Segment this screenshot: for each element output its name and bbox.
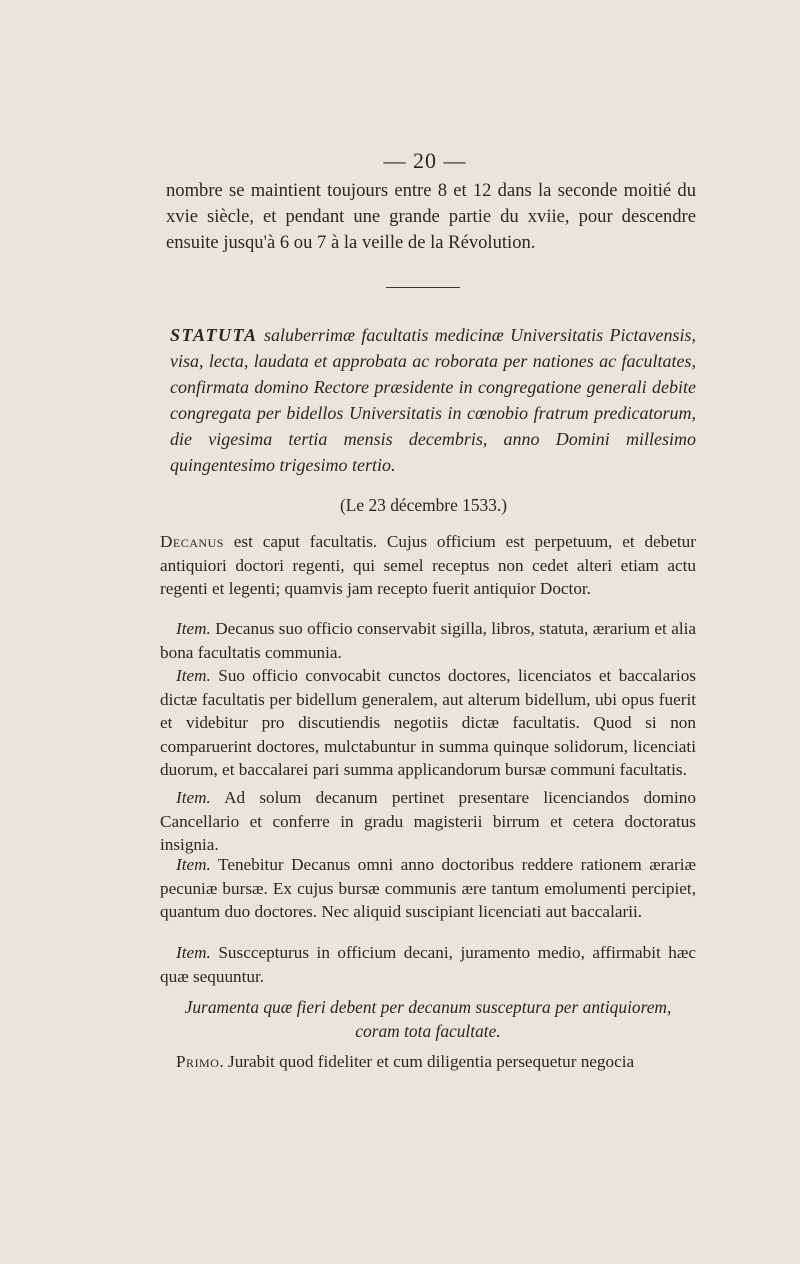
paragraph-item-4	[160, 853, 696, 924]
item-label: Item.	[176, 855, 211, 874]
paragraph-text: est caput facultatis. Cujus officium est perpetuum, et debetur antiquiori doctori regenti, qui semel receptus non cedet alteri etiam actu regenti et legenti; quamvis jam recepto fuerit antiquior Doctor.	[160, 532, 696, 598]
paragraph-item-3	[160, 786, 696, 857]
paragraph-primo	[160, 1050, 696, 1074]
juramenta-heading	[160, 996, 696, 1043]
statuta-description: saluberrimæ facultatis medicinæ Universitatis Pictavensis, visa, lecta, laudata et approbata ac roborata per nationes ac facultates, confirmata domino Rectore præsidente in congregatione generali debite congregata per bidellos Universitatis in cœnobio fratrum predicatorum, die vigesima tertia mensis decembris, anno Domini millesimo quingentesimo trigesimo tertio.	[170, 325, 697, 475]
decanus-lead: Decanus	[160, 532, 224, 551]
paragraph-text: Decanus suo officio conservabit sigilla, libros, statuta, ærarium et alia bona facultatis communia.	[160, 619, 696, 662]
paragraph-item-5	[160, 941, 696, 988]
intro-paragraph: nombre se maintient toujours entre 8 et 12 dans la seconde moitié du xvie siècle, et pendant une grande partie du xviie, pour descendre ensuite jusqu'à 6 ou 7 à la veille de la Révolution.	[166, 180, 696, 253]
item-label: Item.	[176, 943, 211, 962]
juramenta-heading-line-2: coram tota facultate.	[355, 1020, 501, 1041]
paragraph-text: . Jurabit quod fideliter et cum diligentia persequetur negocia	[219, 1052, 635, 1071]
page-number: — 20 —	[383, 148, 467, 173]
paragraph-text: Tenebitur Decanus omni anno doctoribus reddere rationem ærariæ pecuniæ bursæ. Ex cujus bursæ communis ære tantum emolumenti percipiet, quantum duo doctores. Nec aliquid suscipiant licenciati aut baccalarii.	[160, 855, 696, 921]
statuta-heading	[170, 322, 696, 478]
paragraph-text: Suo officio convocabit cunctos doctores, licenciatos et baccalarios dictæ facultatis per bidellum generalem, aut alterum bidellum, ubi opus fuerit et videbitur pro discutiendis negotiis dictæ facultatis. Quod si non comparuerint doctores, mulctabuntur in summa quinque solidorum, licenciati duorum, et baccalarei pari summa applicandorum bursæ communi facultatis.	[160, 666, 696, 779]
section-divider	[386, 287, 460, 288]
item-label: Item.	[176, 619, 211, 638]
juramenta-heading-line-1: Juramenta quæ fieri debent per decanum susceptura per antiquiorem,	[184, 997, 672, 1017]
item-label: Item.	[176, 788, 211, 807]
paragraph-text: Ad solum decanum pertinet presentare licenciandos domino Cancellario et conferre in gradu magisterii birrum et cetera doctoratus insignia.	[160, 788, 696, 854]
paragraph-item-2	[160, 664, 696, 782]
paragraph-text: Susccepturus in officium decani, juramento medio, affirmabit hæc quæ sequuntur.	[160, 943, 696, 986]
primo-lead: Primo	[176, 1052, 220, 1071]
paragraph-item-1	[160, 617, 696, 664]
date-line: (Le 23 décembre 1533.)	[340, 495, 508, 515]
statuta-caps: STATUTA	[170, 325, 258, 345]
item-label: Item.	[176, 666, 211, 685]
paragraph-decanus	[160, 530, 696, 601]
